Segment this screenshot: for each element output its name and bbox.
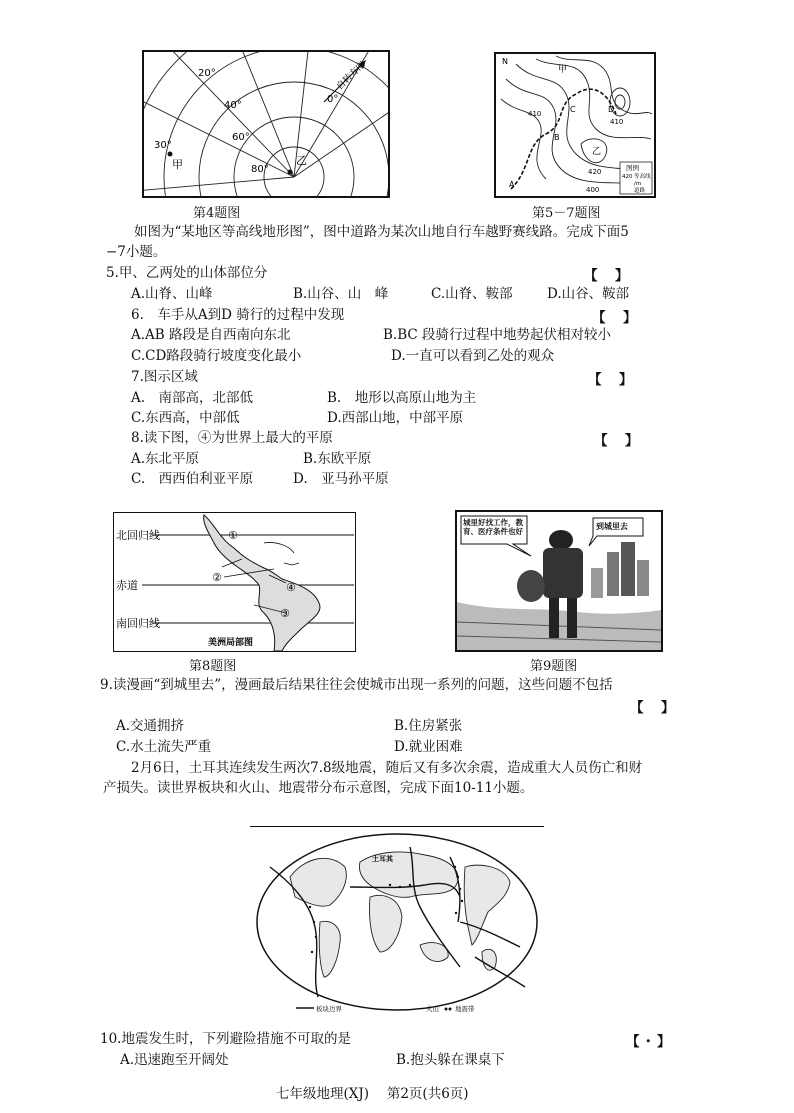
q6-option-c[interactable]: C.CD路段骑行坡度变化最小 [131, 348, 302, 364]
q5-option-a[interactable]: A.山脊、山峰 [131, 286, 213, 302]
q8-option-b[interactable]: B.东欧平原 [303, 451, 372, 467]
speech-bubble-right: 到城里去 [596, 521, 628, 531]
q6-option-b[interactable]: B.BC 段骑行过程中地势起伏相对较小 [383, 327, 612, 343]
q8-option-c[interactable]: C. 西西伯利亚平原 [131, 471, 254, 487]
q10-option-b[interactable]: B.抱头躲在课桌下 [396, 1052, 505, 1068]
speech-bubble-left: 城里好找工作，教育、医疗条件也好 [463, 518, 523, 536]
point-yi-marker [288, 170, 293, 175]
q9-option-c[interactable]: C.水土流失严重 [116, 739, 212, 755]
q6-stem: 6. 车手从A到D 骑行的过程中发现 [131, 307, 345, 323]
q7-option-a[interactable]: A. 南部高，北部低 [131, 390, 254, 406]
legend-unit: /m [634, 181, 642, 187]
lon-0-label: 0° [327, 94, 339, 105]
q10-answer-bracket[interactable]: 【・】 [626, 1034, 673, 1050]
figure-4-caption: 第4题图 [193, 206, 241, 221]
marker-3: ③ [280, 607, 290, 620]
jia-label: 甲 [558, 65, 568, 75]
q8-answer-bracket[interactable]: 【 】 [594, 433, 641, 449]
q9-option-b[interactable]: B.住房紧张 [394, 718, 463, 734]
q6-option-d[interactable]: D.一直可以看到乙处的观众 [391, 348, 555, 364]
point-c-label: C [570, 105, 576, 114]
lon-30-label: 30° [154, 140, 172, 151]
figure-4-polar-map [142, 50, 390, 198]
polar-grid [144, 52, 388, 196]
lat-80-label: 80° [251, 164, 269, 175]
world-map-drawing [250, 827, 544, 1017]
jia-label: 甲 [172, 158, 183, 171]
turkey-label: 土耳其 [372, 855, 393, 863]
q8-option-d[interactable]: D. 亚马孙平原 [293, 471, 389, 487]
marker-4: ④ [286, 581, 296, 594]
marker-1: ① [228, 529, 238, 542]
q7-option-b[interactable]: B. 地形以高原山地为主 [327, 390, 477, 406]
contour-410-a: 410 [528, 110, 542, 118]
map-title: 美洲局部图 [208, 638, 254, 648]
q7-stem: 7.图示区域 [131, 369, 198, 385]
q5-option-b[interactable]: B.山谷、山 峰 [293, 286, 389, 302]
contour-400: 400 [586, 186, 600, 194]
figure-10-world-plates-map [250, 826, 544, 1016]
marker-2: ② [212, 571, 222, 584]
legend-contour: 等高线 [634, 174, 651, 180]
figure-9-caption: 第9题图 [530, 659, 578, 674]
q9-option-a[interactable]: A.交通拥挤 [116, 718, 185, 734]
q5-option-c[interactable]: C.山脊、鞍部 [431, 286, 513, 302]
q9-stem: 9.读漫画“到城里去”，漫画最后结果往往会使城市出现一系列的问题，这些问题不包括 [100, 677, 613, 693]
q7-option-c[interactable]: C.东西高，中部低 [131, 410, 240, 426]
lat-60-label: 60° [232, 132, 250, 143]
americas-map-drawing [114, 513, 355, 651]
point-a-label: A [509, 180, 515, 189]
figure-9-cartoon [455, 510, 663, 652]
lat-20-label: 20° [198, 68, 216, 79]
legend-plate-boundary: 板块边界 [316, 1005, 342, 1013]
legend-road: 道路 [634, 188, 646, 194]
figure-8-caption: 第8题图 [189, 659, 237, 674]
contour-420: 420 [588, 168, 602, 176]
legend-420: 420 [622, 174, 633, 180]
q8-option-a[interactable]: A.东北平原 [131, 451, 200, 467]
yi-label: 乙 [592, 147, 602, 157]
q7-option-d[interactable]: D.西部山地，中部平原 [327, 410, 464, 426]
q9-answer-bracket[interactable]: 【 】 [630, 700, 677, 716]
legend-volcano: 火山 [426, 1005, 439, 1013]
tropic-south-label: 南回归线 [116, 617, 160, 630]
figure-8-americas-map [113, 512, 356, 652]
intro-10-11-line1: 2月6日，土耳其连续发生两次7.8级地震，随后又有多次余震，造成重大人员伤亡和财 [131, 760, 643, 776]
point-b-label: B [554, 133, 560, 142]
page-footer: 七年级地理(XJ) 第2页(共6页) [276, 1086, 469, 1102]
q8-stem: 8.读下图，④为世界上最大的平原 [131, 430, 333, 446]
q9-option-d[interactable]: D.就业困难 [394, 739, 463, 755]
q10-option-a[interactable]: A.迅速跑至开阔处 [120, 1052, 229, 1068]
equator-label: 赤道 [116, 579, 138, 592]
contour-410-b: 410 [610, 118, 624, 126]
figure-5-7-caption: 第5－7题图 [532, 206, 601, 221]
q5-stem: 5.甲、乙两处的山体部位分 [106, 265, 268, 281]
q6-option-a[interactable]: A.AB 路段是自西南向东北 [131, 327, 291, 343]
q5-answer-bracket[interactable]: 【 】 [584, 268, 631, 284]
q5-option-d[interactable]: D.山谷、鞍部 [547, 286, 630, 302]
point-d-label: D [608, 105, 615, 114]
yi-label: 乙 [296, 154, 307, 167]
contour-lines [496, 54, 654, 196]
north-arrow-label: N [502, 57, 508, 66]
lat-40-label: 40° [224, 100, 242, 111]
legend-title: 图例 [626, 164, 639, 172]
intro-5-7-line2: −7小题。 [106, 244, 167, 260]
intro-5-7-line1: 如图为“某地区等高线地形图”，图中道路为某次山地自行车越野赛线路。完成下面5 [134, 224, 629, 240]
intro-10-11-line2: 产损失。读世界板块和火山、地震带分布示意图，完成下面10-11小题。 [103, 780, 534, 796]
legend-earthquake-belt: 地震带 [455, 1005, 475, 1013]
q7-answer-bracket[interactable]: 【 】 [588, 372, 635, 388]
point-jia-marker [168, 152, 173, 157]
q6-answer-bracket[interactable]: 【 】 [592, 310, 639, 326]
figure-5-7-contour-map [494, 52, 656, 198]
q10-stem: 10.地震发生时，下列避险措施不可取的是 [100, 1031, 351, 1047]
tropic-north-label: 北回归线 [116, 529, 160, 542]
rotation-direction-label: 自转方向 [335, 59, 368, 93]
